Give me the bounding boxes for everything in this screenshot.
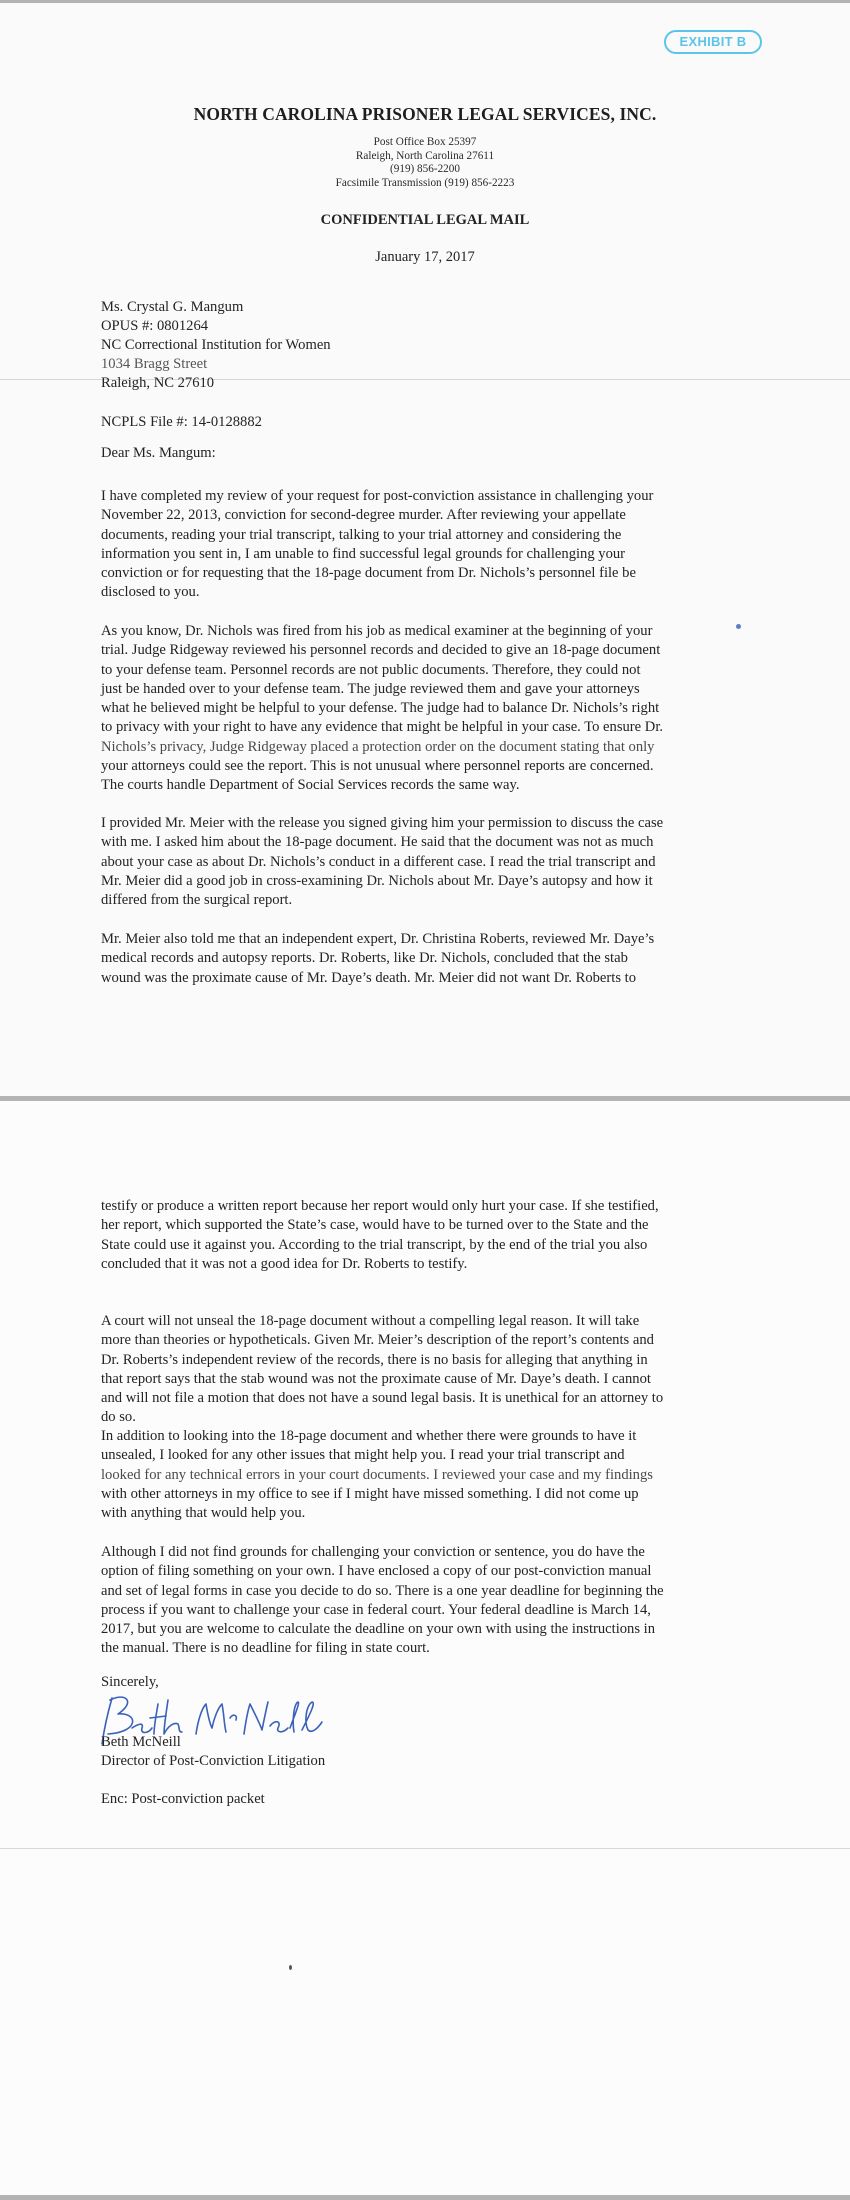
text-line: looked for any technical errors in your court documents. I reviewed your case and my findings (101, 1466, 653, 1483)
text-line: Mr. Meier also told me that an independent expert, Dr. Christina Roberts, reviewed Mr. Daye’s (101, 931, 655, 947)
recipient-address (101, 298, 791, 393)
text-line: Mr. Meier did a good job in cross-examining Dr. Nichols about Mr. Daye’s autopsy and how it (101, 872, 653, 889)
body-paragraph (101, 1427, 791, 1523)
text-line: with anything that would help you. (101, 1505, 306, 1521)
recipient-line: Ms. Crystal G. Mangum (101, 299, 244, 315)
letter-date: January 17, 2017 (375, 249, 475, 265)
text-line: her report, which supported the State’s case, would have to be turned over to the State and the (101, 1217, 649, 1234)
text-line: information you sent in, I am unable to find successful legal grounds for challenging your (101, 545, 626, 562)
text-line: the manual. There is no deadline for filing in state court. (101, 1640, 430, 1657)
scan-speck (289, 1965, 292, 1970)
recipient-line: NC Correctional Institution for Women (101, 337, 331, 353)
file-number: NCPLS File #: 14-0128882 (101, 414, 262, 430)
text-line: State could use it against you. According to the trial transcript, by the end of the trial you also (101, 1236, 648, 1253)
enclosure-note: Enc: Post-conviction packet (101, 1791, 265, 1807)
text-line: unsealed, I looked for any other issues that might help you. I read your trial transcript and (101, 1447, 625, 1464)
text-line: medical records and autopsy reports. Dr. Roberts, like Dr. Nichols, concluded that the stab (101, 950, 628, 967)
text-line: about your case as about Dr. Nichols’s conduct in a different case. I read the trial transcript and (101, 853, 656, 870)
address-line: (919) 856-2200 (390, 163, 460, 176)
text-line: testify or produce a written report because her report would only hurt your case. If she testified, (101, 1198, 659, 1214)
text-line: In addition to looking into the 18-page document and whether there were grounds to have it (101, 1428, 637, 1444)
address-line: Raleigh, North Carolina 27611 (355, 149, 495, 162)
text-line: Dr. Roberts’s independent review of the records, there is no basis for alleging that anything in (101, 1351, 648, 1368)
text-line: and set of legal forms in case you decide to do so. There is a one year deadline for beginning the (101, 1582, 664, 1599)
text-line: that report says that the stab wound was not the proximate cause of Mr. Daye’s death. I cannot (101, 1370, 651, 1387)
text-line: I have completed my review of your request for post-conviction assistance in challenging your (101, 488, 654, 504)
body-paragraph (101, 1543, 791, 1659)
text-line: November 22, 2013, conviction for second-degree murder. After reviewing your appellate (101, 507, 626, 524)
letterhead-address (0, 136, 850, 190)
body-paragraph (101, 930, 791, 988)
text-line: to privacy with your right to have any evidence that might be helpful in your case. To ensure Dr. (101, 719, 664, 736)
text-line: concluded that it was not a good idea for Dr. Roberts to testify. (101, 1255, 468, 1272)
body-paragraph (101, 622, 791, 795)
confidential-notice: CONFIDENTIAL LEGAL MAIL (320, 212, 530, 228)
recipient-line: 1034 Bragg Street (101, 356, 208, 372)
signer-title: Director of Post-Conviction Litigation (101, 1753, 326, 1769)
paper-fold-line (0, 1848, 850, 1849)
text-line: Although I did not find grounds for challenging your conviction or sentence, you do have the (101, 1544, 645, 1560)
letterhead-organization: NORTH CAROLINA PRISONER LEGAL SERVICES, INC. (193, 104, 657, 124)
text-line: conviction or for requesting that the 18-page document from Dr. Nichols’s personnel file be (101, 565, 636, 581)
signer-name: Beth McNeill (101, 1734, 181, 1750)
text-line: I provided Mr. Meier with the release you signed giving him your permission to discuss the case (101, 815, 664, 831)
text-line: disclosed to you. (101, 584, 200, 601)
salutation: Dear Ms. Mangum: (101, 445, 216, 461)
text-line: As you know, Dr. Nichols was fired from his job as medical examiner at the beginning of your (101, 623, 653, 639)
address-line: Post Office Box 25397 (373, 136, 477, 148)
exhibit-stamp: EXHIBIT B (664, 30, 762, 54)
recipient-line: OPUS #: 0801264 (101, 318, 209, 334)
body-paragraph (101, 1312, 791, 1428)
text-line: with me. I asked him about the 18-page document. He said that the document was not as much (101, 834, 654, 851)
text-line: documents, reading your trial transcript, talking to your trial attorney and considering the (101, 526, 622, 543)
text-line: process if you want to challenge your case in federal court. Your federal deadline is March 14, (101, 1601, 651, 1618)
text-line: trial. Judge Ridgeway reviewed his personnel records and decided to give an 18-page document (101, 642, 661, 659)
text-line: differed from the surgical report. (101, 892, 293, 908)
text-line: and will not file a motion that does not have a sound legal basis. It is unethical for an attorney to (101, 1390, 664, 1406)
text-line: A court will not unseal the 18-page document without a compelling legal reason. It will take (101, 1313, 640, 1329)
scan-border-bottom (0, 2195, 850, 2200)
text-line: just be handed over to your defense team. The judge reviewed them and gave your attorneys (101, 680, 640, 697)
body-paragraph (101, 814, 791, 910)
body-paragraph (101, 1197, 791, 1274)
text-line: do so. (101, 1409, 136, 1426)
body-paragraph (101, 487, 791, 603)
text-line: option of filing something on your own. I have enclosed a copy of our post-conviction manual (101, 1563, 652, 1580)
text-line: wound was the proximate cause of Mr. Daye’s death. Mr. Meier did not want Dr. Roberts to (101, 969, 636, 986)
text-line: more than theories or hypotheticals. Given Mr. Meier’s description of the report’s contents and (101, 1332, 654, 1349)
text-line: with other attorneys in my office to see if I might have missed something. I did not come up (101, 1485, 639, 1502)
address-line: Facsimile Transmission (919) 856-2223 (335, 176, 515, 189)
ink-mark (736, 624, 741, 629)
text-line: your attorneys could see the report. This is not unusual where personnel reports are concerned. (101, 757, 654, 774)
text-line: to your defense team. Personnel records are not public documents. Therefore, they could not (101, 661, 641, 678)
valediction: Sincerely, (101, 1674, 159, 1690)
recipient-line: Raleigh, NC 27610 (101, 375, 215, 391)
text-line: Nichols’s privacy, Judge Ridgeway placed a protection order on the document stating that only (101, 738, 655, 755)
text-line: what he believed might be helpful to your defense. The judge had to balance Dr. Nichols’s right (101, 700, 660, 716)
text-line: The courts handle Department of Social Services records the same way. (101, 777, 520, 793)
text-line: 2017, but you are welcome to calculate the deadline on your own with using the instructions in (101, 1621, 656, 1637)
